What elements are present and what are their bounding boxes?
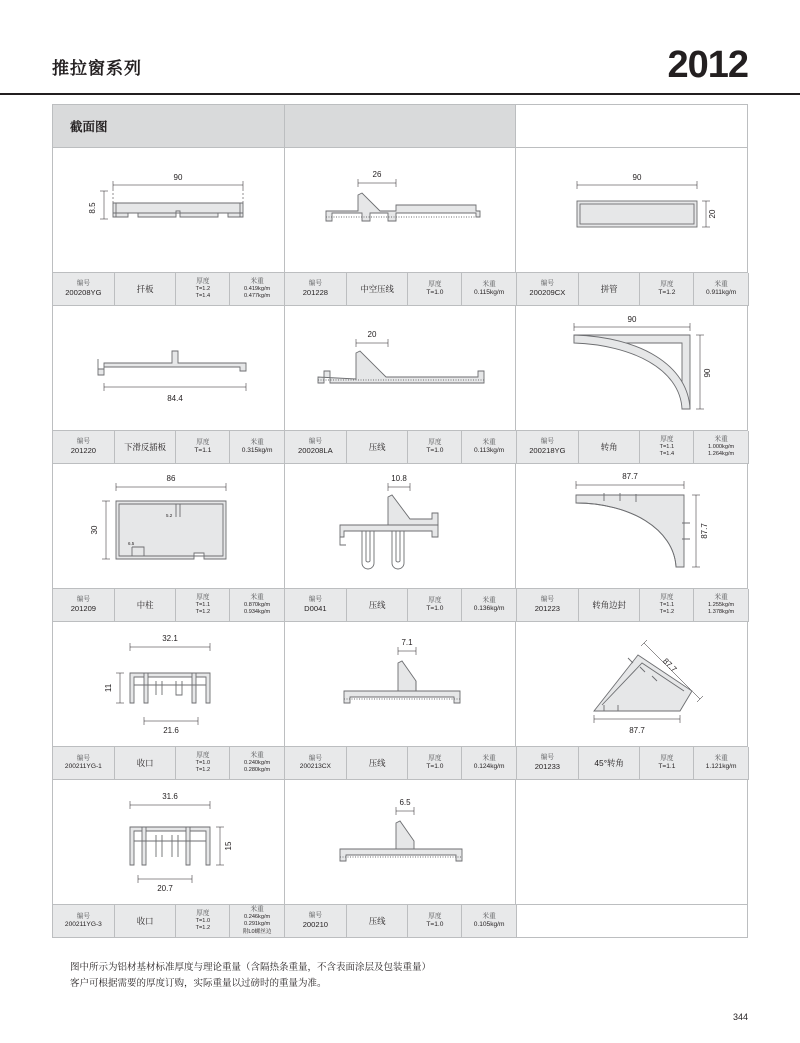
- spec-code: [517, 747, 579, 779]
- spec-weight: [462, 905, 516, 937]
- catalog-year: 2012: [667, 44, 748, 86]
- spec-code-value: 201233: [534, 762, 561, 772]
- spec-weight-label: 米重: [250, 593, 264, 601]
- spec-weight: [462, 273, 516, 305]
- drawing-cell-201233: [516, 622, 748, 747]
- spec-row-2: [53, 431, 748, 464]
- spec-thickness: [176, 273, 230, 305]
- spec-weight-value-1: 0.419kg/m: [244, 285, 271, 292]
- spec-row-1: [53, 273, 748, 306]
- spec-weight-value-2: 0.477kg/m: [244, 293, 271, 300]
- profile-201220-drawing: [68, 313, 268, 423]
- spec-thickness-value-1: T=1.1: [659, 601, 675, 608]
- spec-code-value: 201220: [70, 446, 97, 456]
- dim-15: 15: [224, 841, 234, 851]
- spec-code-label: 编号: [308, 437, 322, 445]
- spec-code: [285, 905, 347, 937]
- spec-weight: [230, 905, 284, 937]
- spec-weight-note: 附L0螺丝边: [242, 928, 272, 935]
- dim-11: 11: [104, 683, 114, 693]
- spec-code-value: 200218YG: [529, 446, 566, 456]
- spec-row-3: [53, 589, 748, 622]
- spec-name: [347, 747, 409, 779]
- spec-name: [579, 589, 641, 621]
- spec-name: [115, 431, 177, 463]
- spec-weight: [462, 589, 516, 621]
- profile-200218yg-drawing: [532, 309, 732, 427]
- footer-notes: [70, 960, 431, 991]
- dim-26: 26: [372, 170, 382, 179]
- spec-cell-200218yg: [517, 431, 749, 464]
- spec-name: [579, 273, 641, 305]
- spec-weight-value-2: 0.934kg/m: [244, 609, 271, 616]
- spec-weight-value-1: 1.121kg/m: [705, 762, 737, 770]
- spec-thickness: [176, 589, 230, 621]
- spec-name-value: 中柱: [136, 599, 154, 610]
- spec-weight-value-1: 0.315kg/m: [241, 446, 273, 454]
- dim-20: 20: [367, 330, 377, 339]
- spec-weight-label: 米重: [250, 438, 264, 446]
- dim-87-7: 87.7: [621, 472, 638, 481]
- spec-code-value: 201223: [534, 604, 561, 614]
- spec-cell-201209: [53, 589, 285, 622]
- dim-84-4: 84.4: [167, 394, 184, 403]
- spec-thickness-value-2: T=1.2: [195, 925, 211, 932]
- spec-weight-label: 米重: [250, 277, 264, 285]
- spec-weight-value-2: 1.378kg/m: [708, 609, 735, 616]
- spec-code: [285, 747, 347, 779]
- spec-thickness-label: 厚度: [428, 280, 442, 288]
- spec-weight: [694, 589, 748, 621]
- profile-d0041-drawing: [300, 467, 500, 585]
- spec-weight-label: 米重: [250, 905, 264, 913]
- spec-thickness-label: 厚度: [428, 438, 442, 446]
- spec-name-value: 压线: [368, 915, 386, 926]
- spec-cell-200208yg: [53, 273, 285, 306]
- spec-code-label: 编号: [76, 912, 90, 920]
- spec-thickness-label: 厚度: [660, 593, 674, 601]
- dim-30: 30: [90, 525, 100, 535]
- spec-weight-value-1: 0.911kg/m: [705, 288, 737, 296]
- spec-code-value: 200208YG: [65, 288, 102, 298]
- spec-thickness: [640, 589, 694, 621]
- spec-thickness-label: 厚度: [428, 754, 442, 762]
- page-header: [0, 0, 800, 95]
- spec-cell-201223: [517, 589, 749, 622]
- spec-name-value: 拼管: [600, 283, 618, 294]
- header-spacer-b: [285, 105, 517, 148]
- spec-name: [347, 431, 409, 463]
- spec-thickness-value-2: T=1.4: [195, 293, 211, 300]
- spec-weight-value-1: 0.124kg/m: [473, 762, 505, 770]
- spec-weight-value-1: 0.240kg/m: [244, 759, 271, 766]
- page-number: 344: [732, 1012, 748, 1022]
- spec-thickness: [408, 431, 462, 463]
- spec-code-label: 编号: [540, 753, 554, 761]
- spec-cell-201233: [517, 747, 749, 780]
- dim-31-6: 31.6: [162, 792, 179, 801]
- drawing-cell-200213cx: [285, 622, 517, 747]
- spec-weight-value-1: 1.255kg/m: [708, 601, 735, 608]
- dim-10-8: 10.8: [391, 474, 407, 483]
- spec-weight-label: 米重: [714, 593, 728, 601]
- spec-cell-200211yg-1: [53, 747, 285, 780]
- spec-cell-200208la: [285, 431, 517, 464]
- spec-thickness-label: 厚度: [428, 912, 442, 920]
- spec-weight-label: 米重: [482, 596, 496, 604]
- spec-cell-d0041: [285, 589, 517, 622]
- spec-weight-label: 米重: [482, 754, 496, 762]
- dim-21-6: 21.6: [163, 726, 180, 735]
- spec-thickness-value-1: T=1.0: [426, 288, 444, 296]
- spec-thickness-label: 厚度: [196, 438, 210, 446]
- drawing-cell-200208la: [285, 306, 517, 431]
- spec-thickness-value-1: T=1.1: [195, 601, 211, 608]
- spec-weight-label: 米重: [714, 280, 728, 288]
- spec-weight: [230, 747, 284, 779]
- spec-thickness-value-2: T=1.2: [195, 609, 211, 616]
- spec-name-value: 压线: [368, 599, 386, 610]
- spec-weight-value-2: 1.264kg/m: [708, 451, 735, 458]
- spec-code-value: 200208LA: [298, 446, 333, 456]
- profile-200208yg-drawing: [68, 155, 268, 265]
- dim-6-5: 6.5: [399, 798, 411, 807]
- drawing-cell-200218yg: [516, 306, 748, 431]
- spec-thickness: [176, 431, 230, 463]
- spec-name-value: 收口: [136, 757, 154, 768]
- table-header-row: [53, 105, 748, 148]
- spec-name-value: 扦板: [136, 283, 154, 294]
- spec-name: [115, 905, 177, 937]
- spec-code-value: 201209: [70, 604, 97, 614]
- spec-thickness: [176, 747, 230, 779]
- dim-87-7: 87.7: [628, 726, 645, 735]
- spec-code-value: 200211YG-1: [64, 762, 102, 770]
- spec-cell-200213cx: [285, 747, 517, 780]
- spec-thickness-value-1: T=1.0: [195, 917, 211, 924]
- drawing-cell-200211yg-3: [53, 780, 285, 905]
- spec-weight-label: 米重: [482, 438, 496, 446]
- profile-200211yg-1-drawing: [68, 625, 268, 743]
- dim-32-1: 32.1: [162, 634, 179, 643]
- drawing-row-1: [53, 148, 748, 273]
- spec-code-label: 编号: [308, 754, 322, 762]
- spec-cell-empty: [517, 905, 748, 938]
- profile-201209-drawing: [68, 467, 268, 585]
- spec-name-value: 中空压线: [360, 283, 394, 294]
- spec-weight-label: 米重: [482, 912, 496, 920]
- dim-90: 90: [627, 315, 637, 324]
- drawing-cell-200210: [285, 780, 517, 905]
- spec-weight-value-1: 0.115kg/m: [473, 288, 505, 296]
- drawing-cell-200208yg: [53, 148, 285, 273]
- dim-90: 90: [632, 173, 642, 182]
- header-divider: [0, 93, 800, 95]
- spec-weight: [694, 273, 748, 305]
- dim-7-1: 7.1: [401, 638, 413, 647]
- spec-name: [347, 273, 409, 305]
- spec-cell-200209cx: [517, 273, 749, 306]
- spec-weight-value-1: 0.105kg/m: [473, 920, 505, 928]
- spec-weight: [230, 589, 284, 621]
- spec-code: [517, 431, 579, 463]
- spec-code: [517, 273, 579, 305]
- spec-name-value: 转角: [600, 441, 618, 452]
- spec-thickness-value-2: T=1.4: [659, 451, 675, 458]
- drawing-cell-empty: [516, 780, 748, 905]
- spec-code-value: 200211YG-3: [64, 920, 102, 928]
- spec-weight-label: 米重: [250, 751, 264, 759]
- spec-cell-200211yg-3: [53, 905, 285, 938]
- spec-weight-value-1: 0.113kg/m: [473, 446, 505, 454]
- spec-code-label: 编号: [308, 595, 322, 603]
- spec-weight: [462, 431, 516, 463]
- drawing-row-2: [53, 306, 748, 431]
- spec-thickness: [640, 747, 694, 779]
- spec-name: [115, 273, 177, 305]
- spec-code: [285, 589, 347, 621]
- spec-code-value: 200209CX: [529, 288, 566, 298]
- dim-87-7: 87.7: [699, 523, 709, 539]
- dim-87-7: 87.7: [660, 656, 679, 674]
- spec-thickness-value-1: T=1.0: [195, 759, 211, 766]
- spec-code-label: 编号: [308, 279, 322, 287]
- spec-name: [115, 589, 177, 621]
- spec-thickness: [640, 273, 694, 305]
- spec-weight: [230, 273, 284, 305]
- note-line-1: 图中所示为铝材基材标准厚度与理论重量（含隔热条重量，不含表面涂层及包装重量）: [70, 962, 432, 973]
- spec-thickness-value-2: T=1.2: [195, 767, 211, 774]
- spec-cell-200210: [285, 905, 517, 938]
- spec-name-value: 下滑反插板: [124, 441, 167, 452]
- spec-name: [579, 747, 641, 779]
- spec-code: [517, 589, 579, 621]
- spec-code-label: 编号: [76, 437, 90, 445]
- spec-weight-value-1: 1.000kg/m: [708, 443, 735, 450]
- spec-thickness-value-1: T=1.2: [658, 288, 676, 296]
- spec-thickness-value-1: T=1.0: [426, 446, 444, 454]
- drawing-cell-201223: [516, 464, 748, 589]
- dim-8-5: 8.5: [88, 202, 98, 214]
- note-line-2: 客户可根据需要的厚度订购，实际重量以过磅时的重量为准。: [70, 977, 327, 989]
- spec-thickness-value-2: T=1.2: [659, 609, 675, 616]
- spec-thickness: [408, 589, 462, 621]
- spec-thickness: [408, 273, 462, 305]
- spec-thickness: [176, 905, 230, 937]
- spec-thickness-label: 厚度: [660, 754, 674, 762]
- spec-code-value: 200213CX: [299, 762, 331, 770]
- spec-row-5: [53, 905, 748, 938]
- spec-code-label: 编号: [540, 437, 554, 445]
- spec-cell-201220: [53, 431, 285, 464]
- spec-thickness-label: 厚度: [660, 435, 674, 443]
- spec-name: [115, 747, 177, 779]
- spec-code-label: 编号: [540, 279, 554, 287]
- spec-thickness-label: 厚度: [196, 593, 210, 601]
- spec-cell-201228: [285, 273, 517, 306]
- spec-weight: [462, 747, 516, 779]
- spec-name-value: 压线: [368, 757, 386, 768]
- profile-200208la-drawing: [300, 313, 500, 423]
- spec-code: [285, 273, 347, 305]
- spec-code-label: 编号: [76, 279, 90, 287]
- drawing-cell-201228: [285, 148, 517, 273]
- inner-label-1: 5.2: [166, 513, 173, 518]
- spec-thickness: [408, 747, 462, 779]
- profile-200211yg-3-drawing: [68, 783, 268, 901]
- spec-code-label: 编号: [76, 754, 90, 762]
- profile-201233-drawing: [532, 625, 732, 743]
- spec-weight-label: 米重: [714, 754, 728, 762]
- inner-label-2: 6.5: [128, 541, 135, 546]
- section-title-cell: [53, 105, 285, 148]
- spec-weight-value-2: 0.291kg/m: [244, 921, 271, 928]
- spec-code-value: 201228: [302, 288, 329, 298]
- spec-thickness-value-1: T=1.0: [426, 920, 444, 928]
- spec-code: [53, 905, 115, 937]
- spec-weight-value-1: 0.136kg/m: [473, 604, 505, 612]
- drawing-cell-200209cx: [516, 148, 748, 273]
- profile-200209cx-drawing: [532, 155, 732, 265]
- section-title: 截面图: [70, 120, 108, 134]
- spec-code-value: 200210: [302, 920, 329, 930]
- spec-weight-value-1: 0.246kg/m: [244, 914, 271, 921]
- spec-weight: [694, 431, 748, 463]
- spec-weight: [694, 747, 748, 779]
- spec-code-value: D0041: [304, 604, 327, 614]
- spec-code-label: 编号: [308, 911, 322, 919]
- dim-90: 90: [702, 368, 712, 378]
- spec-name-value: 转角边封: [592, 599, 626, 610]
- spec-name-value: 收口: [136, 915, 154, 926]
- spec-thickness-label: 厚度: [428, 596, 442, 604]
- spec-name: [347, 905, 409, 937]
- spec-thickness-label: 厚度: [196, 277, 210, 285]
- spec-thickness-label: 厚度: [660, 280, 674, 288]
- spec-thickness-value-1: T=1.2: [195, 285, 211, 292]
- profile-201228-drawing: [300, 155, 500, 265]
- spec-code: [53, 431, 115, 463]
- dim-86: 86: [166, 474, 176, 483]
- spec-code-label: 编号: [540, 595, 554, 603]
- spec-thickness-value-1: T=1.1: [194, 446, 212, 454]
- dim-20-7: 20.7: [157, 884, 174, 893]
- drawing-row-3: [53, 464, 748, 589]
- drawing-cell-200211yg-1: [53, 622, 285, 747]
- drawing-cell-d0041: [285, 464, 517, 589]
- spec-weight-value-2: 0.280kg/m: [244, 767, 271, 774]
- spec-weight-value-1: 0.870kg/m: [244, 601, 271, 608]
- dim-90: 90: [173, 173, 183, 182]
- spec-name: [347, 589, 409, 621]
- spec-thickness-value-1: T=1.0: [426, 604, 444, 612]
- spec-thickness: [408, 905, 462, 937]
- spec-code: [53, 747, 115, 779]
- header-spacer-c: [516, 105, 748, 148]
- spec-code: [53, 273, 115, 305]
- profile-201223-drawing: [532, 467, 732, 585]
- spec-thickness: [640, 431, 694, 463]
- profile-table: [52, 104, 748, 938]
- drawing-cell-201220: [53, 306, 285, 431]
- spec-row-4: [53, 747, 748, 780]
- dim-20: 20: [707, 209, 717, 219]
- spec-thickness-label: 厚度: [196, 909, 210, 917]
- spec-code: [53, 589, 115, 621]
- spec-thickness-value-1: T=1.0: [426, 762, 444, 770]
- drawing-row-5: [53, 780, 748, 905]
- spec-code-label: 编号: [76, 595, 90, 603]
- drawing-row-4: [53, 622, 748, 747]
- spec-thickness-value-1: T=1.1: [659, 443, 675, 450]
- spec-thickness-label: 厚度: [196, 751, 210, 759]
- spec-weight-label: 米重: [482, 280, 496, 288]
- spec-name-value: 45°转角: [594, 757, 624, 768]
- spec-name-value: 压线: [368, 441, 386, 452]
- spec-code: [285, 431, 347, 463]
- profile-200210-drawing: [300, 783, 500, 901]
- spec-thickness-value-1: T=1.1: [658, 762, 676, 770]
- spec-weight: [230, 431, 284, 463]
- drawing-cell-201209: [53, 464, 285, 589]
- profile-200213cx-drawing: [300, 625, 500, 743]
- spec-name: [579, 431, 641, 463]
- spec-weight-label: 米重: [714, 435, 728, 443]
- page-title: 推拉窗系列: [52, 59, 142, 78]
